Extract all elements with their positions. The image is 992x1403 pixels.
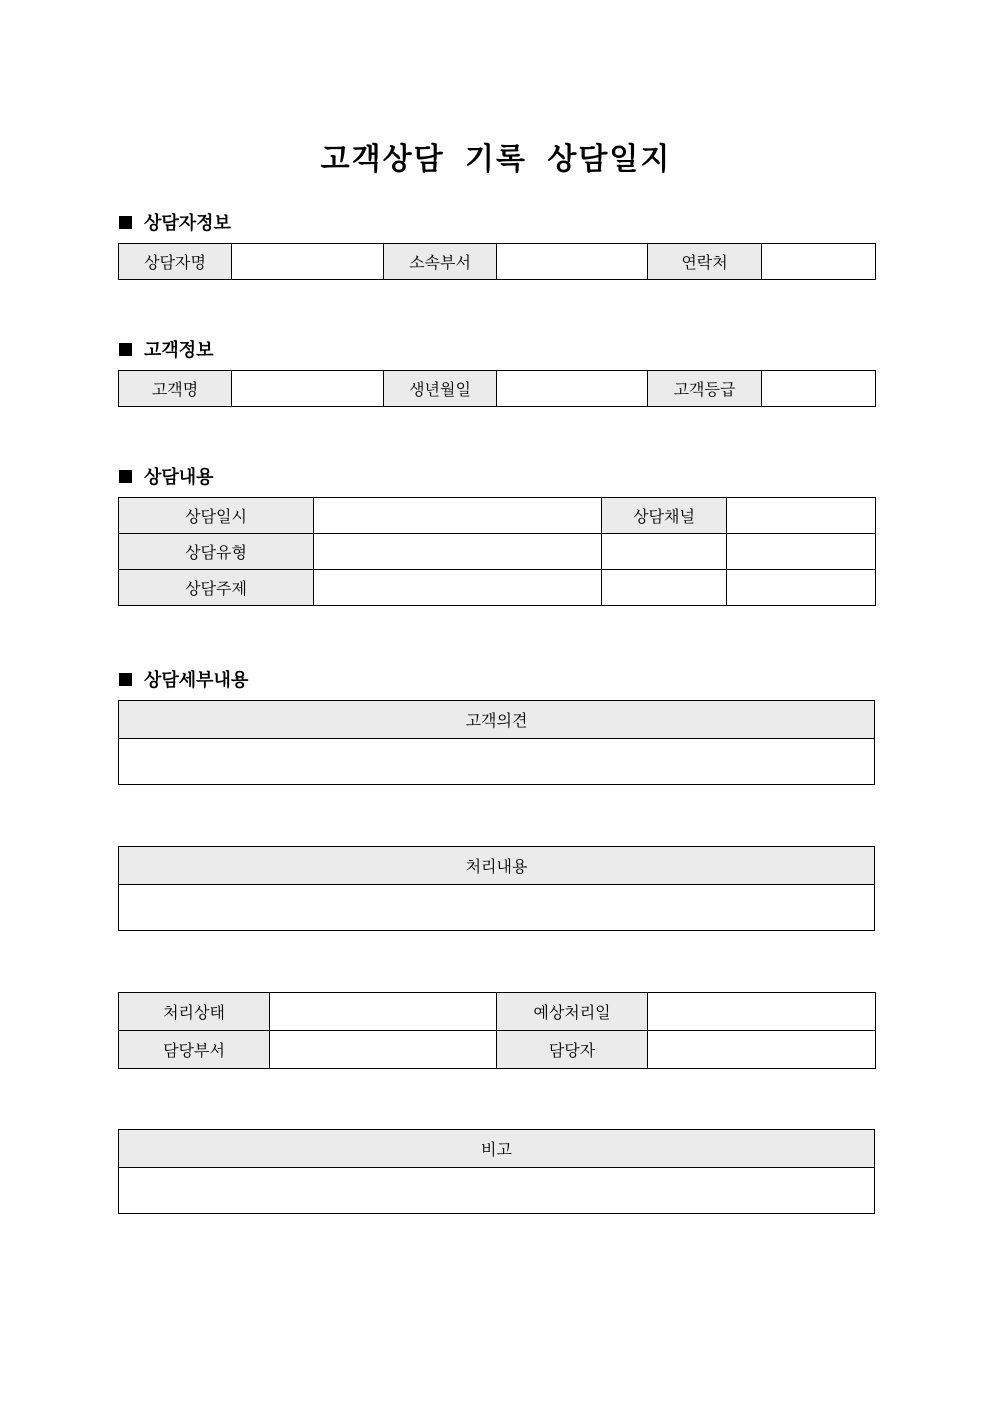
counselor-name-field[interactable]	[232, 244, 384, 280]
section-label: 고객정보	[144, 340, 214, 361]
counselor-contact-field[interactable]	[762, 244, 876, 280]
customer-birth-label: 생년월일	[384, 371, 497, 407]
section-detail-heading	[119, 667, 248, 691]
remarks-label: 비고	[119, 1130, 875, 1168]
blank-cell[interactable]	[602, 534, 727, 570]
square-bullet-icon	[119, 470, 132, 483]
consult-channel-field[interactable]	[727, 498, 876, 534]
document-title: 고객상담 기록 상담일지	[320, 142, 672, 177]
remarks-table	[118, 1129, 875, 1214]
blank-cell[interactable]	[602, 570, 727, 606]
section-customer-heading	[119, 337, 214, 361]
consult-channel-label: 상담채널	[602, 498, 727, 534]
section-label: 상담자정보	[144, 213, 231, 234]
square-bullet-icon	[119, 343, 132, 356]
expected-date-field[interactable]	[648, 993, 876, 1031]
process-content-field[interactable]	[119, 885, 875, 931]
square-bullet-icon	[119, 216, 132, 229]
customer-grade-label: 고객등급	[648, 371, 762, 407]
square-bullet-icon	[119, 673, 132, 686]
process-content-label: 처리내용	[119, 847, 875, 885]
counselor-name-label: 상담자명	[119, 244, 232, 280]
assignee-field[interactable]	[648, 1031, 876, 1069]
customer-info-table	[118, 370, 876, 407]
blank-cell[interactable]	[727, 570, 876, 606]
consult-datetime-field[interactable]	[314, 498, 602, 534]
process-content-table	[118, 846, 875, 931]
customer-opinion-table	[118, 700, 875, 785]
blank-cell[interactable]	[727, 534, 876, 570]
customer-name-field[interactable]	[232, 371, 384, 407]
section-content-heading	[119, 464, 214, 488]
counselor-info-table	[118, 243, 876, 280]
section-label: 상담내용	[144, 467, 214, 488]
process-state-field[interactable]	[270, 993, 497, 1031]
counselor-dept-field[interactable]	[497, 244, 648, 280]
customer-birth-field[interactable]	[497, 371, 648, 407]
consult-topic-field[interactable]	[314, 570, 602, 606]
section-counselor-heading	[119, 210, 231, 234]
remarks-field[interactable]	[119, 1168, 875, 1214]
consult-datetime-label: 상담일시	[119, 498, 314, 534]
assigned-dept-label: 담당부서	[119, 1031, 270, 1069]
process-status-table	[118, 992, 876, 1069]
process-state-label: 처리상태	[119, 993, 270, 1031]
customer-name-label: 고객명	[119, 371, 232, 407]
expected-date-label: 예상처리일	[497, 993, 648, 1031]
consult-content-table	[118, 497, 876, 606]
consult-type-field[interactable]	[314, 534, 602, 570]
section-label: 상담세부내용	[144, 670, 249, 691]
counselor-dept-label: 소속부서	[384, 244, 497, 280]
customer-grade-field[interactable]	[762, 371, 876, 407]
customer-opinion-field[interactable]	[119, 739, 875, 785]
assignee-label: 담당자	[497, 1031, 648, 1069]
consult-topic-label: 상담주제	[119, 570, 314, 606]
assigned-dept-field[interactable]	[270, 1031, 497, 1069]
counselor-contact-label: 연락처	[648, 244, 762, 280]
consult-type-label: 상담유형	[119, 534, 314, 570]
customer-opinion-label: 고객의견	[119, 701, 875, 739]
